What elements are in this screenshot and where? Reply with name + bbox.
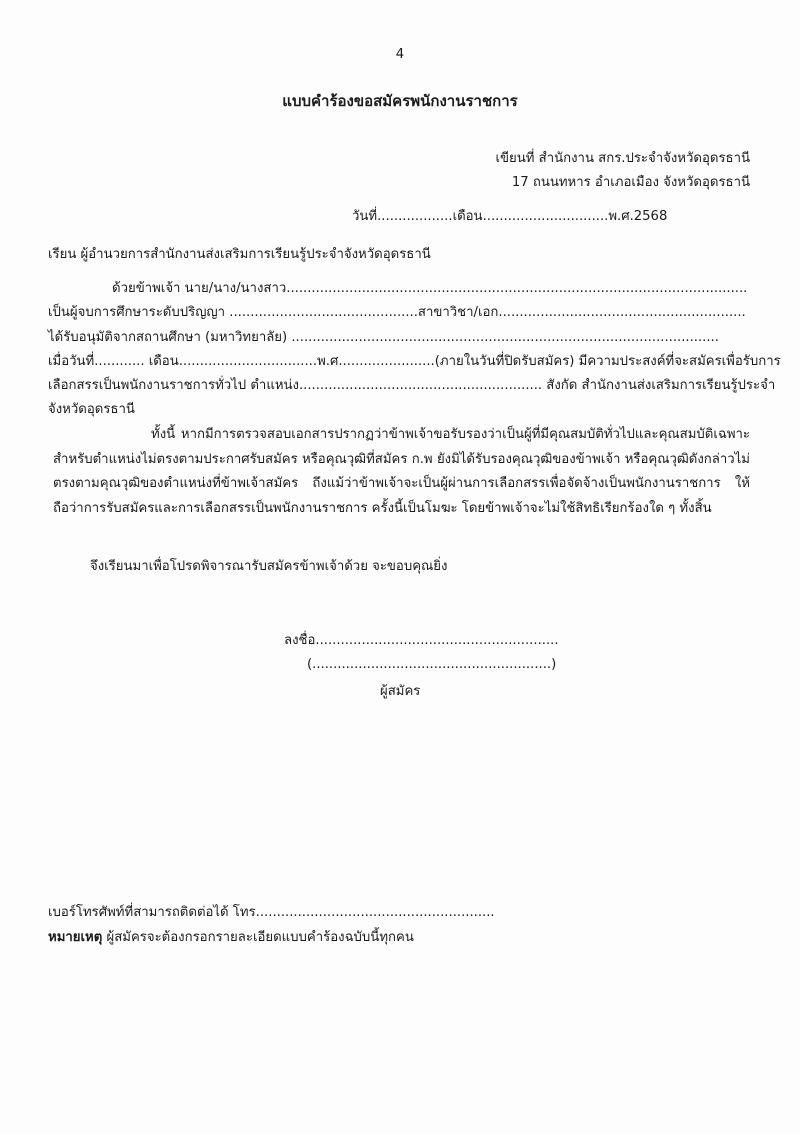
note-line xyxy=(48,929,414,947)
closing-line: จึงเรียนมาเพื่อโปรดพิจารณารับสมัครข้าพเจ้าด้วย จะขอบคุณยิ่ง xyxy=(90,559,448,574)
applicant-name-line: ด้วยข้าพเจ้า นาย/นาง/นางสาว.............................................................................................................. xyxy=(112,281,748,296)
signature-name-paren: (.........................................................) xyxy=(307,657,557,672)
page-number: 4 xyxy=(395,47,405,62)
signature-line: ลงชื่อ.......................................................... xyxy=(284,633,559,648)
date-line: วันที่..................เดือน..............................พ.ศ.2568 xyxy=(352,209,668,224)
address-line-1: เขียนที่ สำนักงาน สกร.ประจำจังหวัดอุดรธานี xyxy=(495,151,750,166)
position-line: เลือกสรรเป็นพนักงานราชการทั่วไป ตำแหน่ง.......................................................... สังกัด สำนักงานส่งเสริมการเรียนรู้ประจำ xyxy=(48,378,776,393)
signature-role: ผู้สมัคร xyxy=(380,684,421,699)
education-line: เป็นผู้จบการศึกษาระดับปริญญา .............................................สาขาวิชา/เอก........................................................... xyxy=(48,305,746,320)
province-line: จังหวัดอุดรธานี xyxy=(48,402,135,417)
salutation: เรียน ผู้อำนวยการสำนักงานส่งเสริมการเรียนรู้ประจำจังหวัดอุดรธานี xyxy=(48,247,431,262)
address-line-2: 17 ถนนทหาร อำเภอเมือง จังหวัดอุดรธานี xyxy=(511,175,750,190)
document-title: แบบคำร้องขอสมัครพนักงานราชการ xyxy=(282,92,518,110)
phone-line: เบอร์โทรศัพท์ที่สามารถติดต่อได้ โทร......................................................... xyxy=(48,905,495,920)
body-paragraph: ทั้งนี้ หากมีการตรวจสอบเอกสารปรากฏว่าข้าพเจ้าขอรับรองว่าเป็นผู้ที่มีคุณสมบัติทั่วไปและคุณสมบัติเฉพาะสำหรับตำแหน่งไม่ตรงตามประกาศรับสมัคร หรือคุณวุฒิที่สมัคร ก.พ ยังมิได้รับรองคุณวุฒิของข้าพเจ้า หรือคุณวุฒิดังกล่าวไม่ตรงตามคุณวุฒิของตำแหน่งที่ข้าพเจ้าสมัคร ถึงแม้ว่าข้าพเจ้าจะเป็นผู้ผ่านการเลือกสรรเพื่อจัดจ้างเป็นพนักงานราชการ ให้ถือว่าการรับสมัครและการเลือกสรรเป็นพนักงานราชการ ครั้งนี้เป็นโมฆะ โดยข้าพเจ้าจะไม่ใช้สิทธิเรียกร้องใด ๆ ทั้งสิ้น xyxy=(53,427,750,516)
apply-date-line: เมื่อวันที่............ เดือน.................................พ.ศ.......................(ภายในวันที่ปิดรับสมัคร) มีความประสงค์ที่จะสมัครเพื่อรับการ xyxy=(48,354,781,369)
approval-line: ได้รับอนุมัติจากสถานศึกษา (มหาวิทยาลัย) ...................................................................................................... xyxy=(48,330,719,345)
note-label: หมายเหตุ xyxy=(48,930,103,945)
note-text: ผู้สมัครจะต้องกรอกรายละเอียดแบบคำร้องฉบับนี้ทุกคน xyxy=(102,930,414,945)
